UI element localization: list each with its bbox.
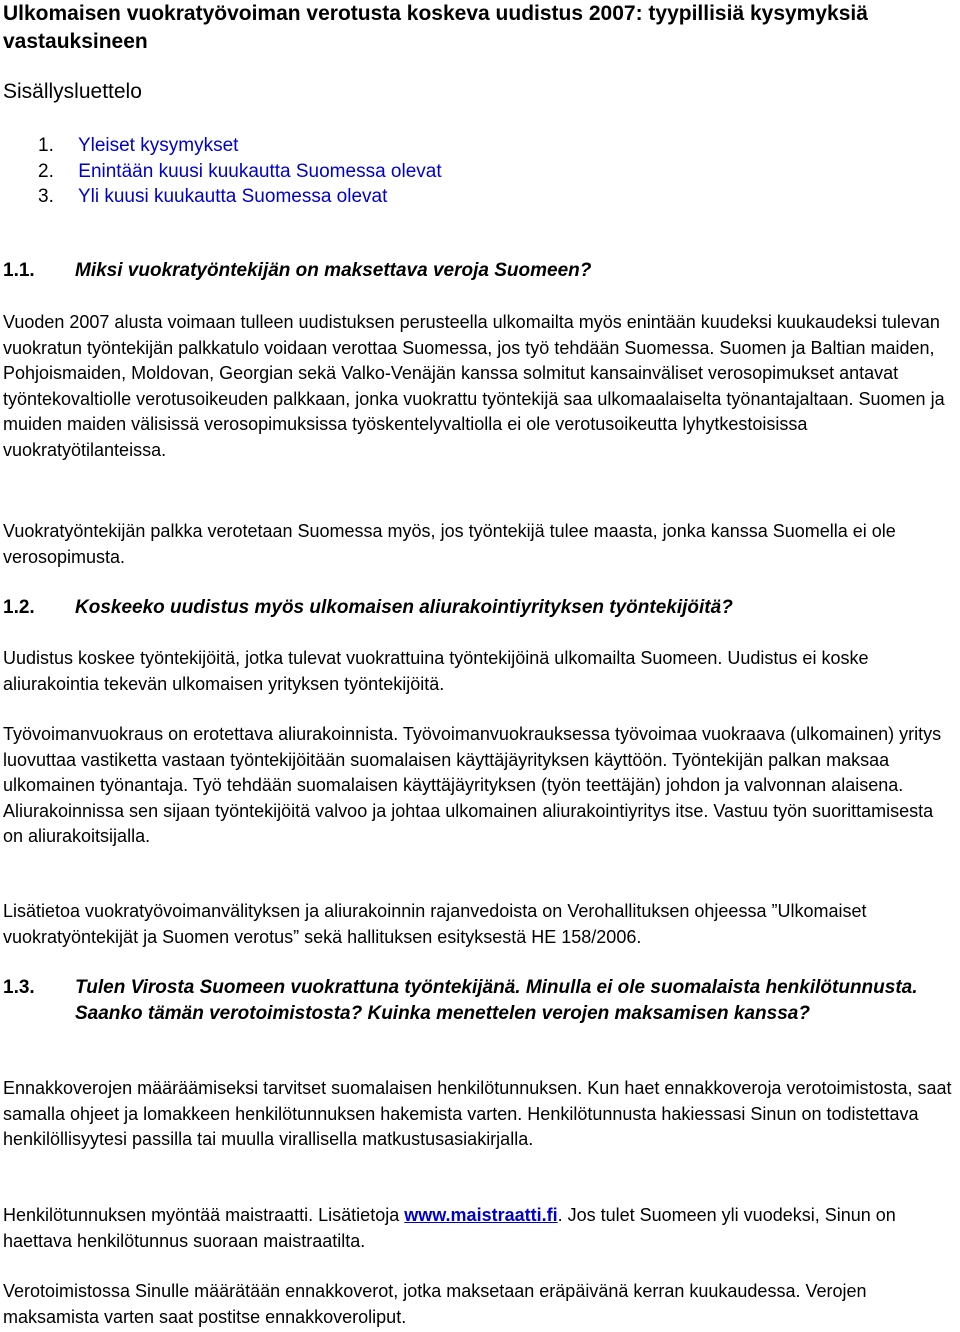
paragraph: Verotoimistossa Sinulle määrätään ennakkoverot, jotka maksetaan eräpäivänä kerran kuukaudessa. Verojen maksamista varten saat postitse ennakkoveroliput. xyxy=(3,1281,867,1327)
paragraph: Vuoden 2007 alusta voimaan tulleen uudistuksen perusteella ulkomailta myös enintään kuudeksi kuukaudeksi tulevan vuokratun työntekijän palkkatulo voidaan verottaa Suomessa, jos työ tehdään Suomessa. Suomen ja Baltian maiden, Pohjoismaiden, Moldovan, Georgian sekä Valko-Venäjän kanssa solmitut kansainväliset verosopimukset antavat työntekovaltiolle verotusoikeuden palkkaan, jonka vuokrattu työntekijä saa ulkomaalaiselta työnantajaltaan. Suomen ja muiden maiden välisissä verosopimuksissa työskentelyvaltiolla ei ole verotusoikeutta lyhytkestoisissa vuokratyötilanteissa. xyxy=(3,312,945,460)
toc-link-over-six-months[interactable]: Yli kuusi kuukautta Suomessa olevat xyxy=(77,186,388,207)
table-of-contents xyxy=(38,133,442,210)
toc-item xyxy=(38,184,442,210)
section-title: Koskeeko uudistus myös ulkomaisen aliurakointiyrityksen työntekijöitä? xyxy=(75,597,733,618)
toc-item xyxy=(38,159,442,185)
link-paragraph-after: . Jos tulet Suomeen yli vuodeksi, Sinun on haettava henkilötunnus suoraan maistraatilta. xyxy=(3,1205,896,1251)
section-heading-1-1 xyxy=(3,258,953,284)
section-heading-1-3 xyxy=(3,975,953,1053)
paragraph: Ennakkoverojen määräämiseksi tarvitset suomalaisen henkilötunnuksen. Kun haet ennakkoveroja verotoimistosta, saat samalla ohjeet ja lomakkeen henkilötunnuksen hakemista varten. Henkilötunnusta hakiessasi Sinun on todistettava henkilöllisyytesi passilla tai muulla virallisella matkustusasiakirjalla. xyxy=(3,1078,952,1149)
toc-heading: Sisällysluettelo xyxy=(3,80,142,103)
section-title: Tulen Virosta Suomeen vuokrattuna työntekijänä. Minulla ei ole suomalaista henkilötunnusta. Saanko tämän verotoimistosta? Kuinka menettelen verojen maksamisen kanssa? xyxy=(75,977,918,1024)
link-paragraph-before: Henkilötunnuksen myöntää maistraatti. Lisätietoja xyxy=(3,1205,405,1225)
paragraph: Lisätietoa vuokratyövoimanvälityksen ja aliurakoinnin rajanvedoista on Verohallituksen ohjeessa ”Ulkomaiset vuokratyöntekijät ja Suomen verotus” sekä hallituksen esityksestä HE 158/2006. xyxy=(3,901,867,947)
maistraatti-link[interactable]: www.maistraatti.fi xyxy=(404,1205,558,1225)
section-number: 1.2. xyxy=(3,597,35,618)
toc-item-number: 1. xyxy=(38,135,54,156)
document-title: Ulkomaisen vuokratyövoiman verotusta koskeva uudistus 2007: tyypillisiä kysymyksiä vastauksineen xyxy=(3,2,868,53)
paragraph-with-link xyxy=(3,1203,958,1254)
section-number: 1.1. xyxy=(3,260,35,281)
paragraph: Uudistus koskee työntekijöitä, jotka tulevat vuokrattuina työntekijöinä ulkomailta Suomeen. Uudistus ei koske aliurakointia tekevän ulkomaisen yrityksen työntekijöitä. xyxy=(3,648,869,694)
toc-link-general-questions[interactable]: Yleiset kysymykset xyxy=(77,135,239,156)
toc-item xyxy=(38,133,442,159)
toc-item-number: 3. xyxy=(38,186,54,207)
section-number: 1.3. xyxy=(3,977,35,998)
paragraph: Työvoimanvuokraus on erotettava aliurakoinnista. Työvoimanvuokrauksessa työvoimaa vuokraava (ulkomainen) yritys luovuttaa vastiketta vastaan työntekijöitään suomalaisen käyttäjäyrityksen käyttöön. Työntekijän palkan maksaa ulkomainen työnantaja. Työ tehdään suomalaisen käyttäjäyrityksen (työn teettäjän) johdon ja valvonnan alaisena. Aliurakoinnissa sen sijaan työntekijöitä valvoo ja johtaa ulkomainen aliurakointiyritys itse. Vastuu työn suorittamisesta on aliurakoitsijalla. xyxy=(3,724,942,846)
toc-link-up-to-six-months[interactable]: Enintään kuusi kuukautta Suomessa olevat xyxy=(78,160,442,182)
toc-item-number: 2. xyxy=(38,160,54,182)
section-title: Miksi vuokratyöntekijän on maksettava veroja Suomeen? xyxy=(75,260,592,281)
section-heading-1-2 xyxy=(3,595,953,621)
paragraph: Vuokratyöntekijän palkka verotetaan Suomessa myös, jos työntekijä tulee maasta, jonka kanssa Suomella ei ole verosopimusta. xyxy=(3,521,896,567)
